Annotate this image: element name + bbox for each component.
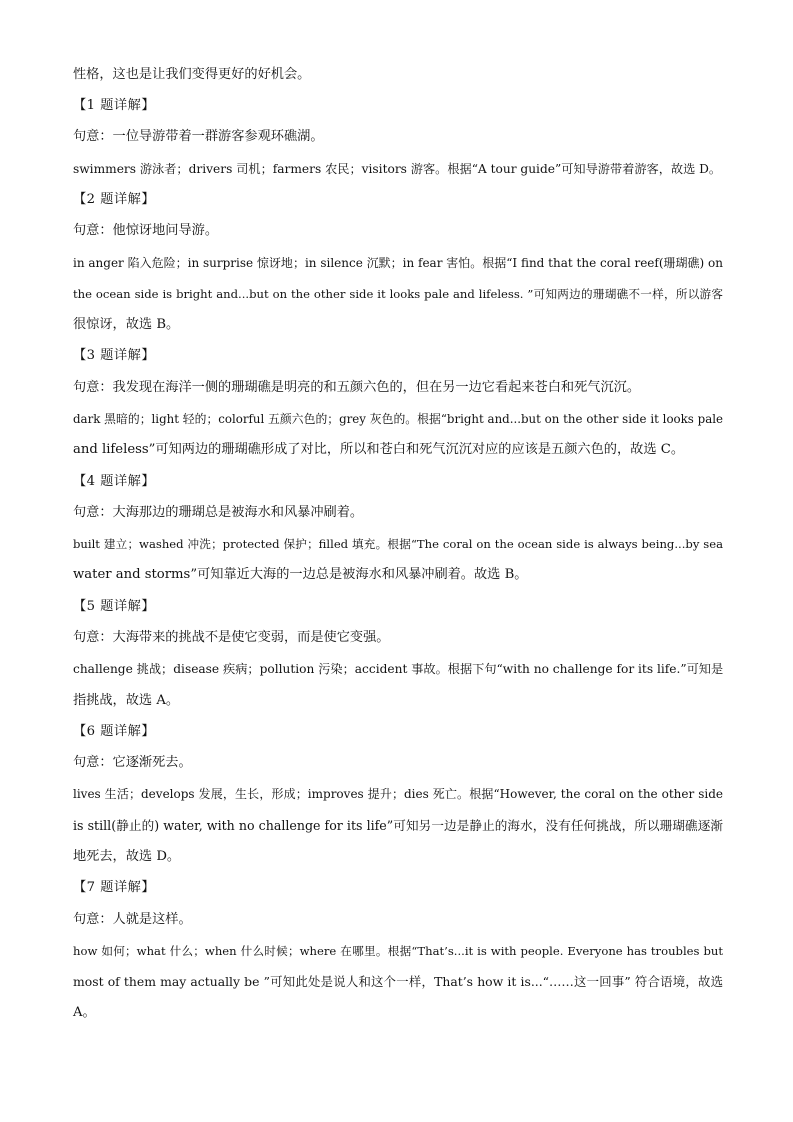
- text-line: 句意：人就是这样。: [73, 912, 192, 927]
- text-line: the ocean side is bright and...but on the other side it looks pale and lifeless. ”可知两边的珊瑚礁不一样，所以游客: [73, 287, 723, 301]
- text-line: challenge 挑战；disease 疾病；pollution 污染；accident 事故。根据下句“with no challenge for its life.”可知是: [73, 662, 724, 676]
- text-line: dark 黑暗的；light 轻的；colorful 五颜六色的；grey 灰色的。根据“bright and...but on the other side it looks pale: [73, 412, 723, 426]
- text-line: A。: [73, 1005, 96, 1020]
- text-line: 句意：他惊讶地问导游。: [73, 223, 219, 238]
- section-heading-q2: 【2 题详解】: [73, 192, 156, 207]
- text-line: 句意：大海带来的挑战不是使它变弱，而是使它变强。: [73, 630, 390, 645]
- text-line: 句意：它逐渐死去。: [73, 755, 192, 770]
- text-line: swimmers 游泳者；drivers 司机；farmers 农民；visitors 游客。根据“A tour guide”可知导游带着游客，故选 D。: [73, 162, 722, 176]
- text-line: 句意：一位导游带着一群游客参观环礁湖。: [73, 129, 324, 144]
- text-line: and lifeless”可知两边的珊瑚礁形成了对比，所以和苍白和死气沉沉对应的应该是五颜六色的，故选 C。: [73, 442, 684, 457]
- text-line: water and storms”可知靠近大海的一边总是被海水和风暴冲刷着。故选 B。: [73, 567, 528, 582]
- section-heading-q3: 【3 题详解】: [73, 348, 156, 363]
- text-line: 性格，这也是让我们变得更好的好机会。: [73, 67, 311, 82]
- text-line: is still(静止的) water, with no challenge for its life”可知另一边是静止的海水，没有任何挑战，所以珊瑚礁逐渐: [73, 818, 723, 833]
- text-line: built 建立；washed 冲洗；protected 保护；filled 填充。根据“The coral on the ocean side is always being...by sea: [73, 537, 723, 551]
- section-heading-q1: 【1 题详解】: [73, 98, 156, 113]
- text-line: 很惊讶，故选 B。: [73, 317, 180, 332]
- text-line: 指挑战，故选 A。: [73, 693, 180, 708]
- text-line: how 如何；what 什么；when 什么时候；where 在哪里。根据“That’s...it is with people. Everyone has troubles but: [73, 944, 723, 958]
- section-heading-q5: 【5 题详解】: [73, 599, 156, 614]
- section-heading-q6: 【6 题详解】: [73, 724, 156, 739]
- text-line: 句意：我发现在海洋一侧的珊瑚礁是明亮的和五颜六色的，但在另一边它看起来苍白和死气沉沉。: [73, 380, 641, 395]
- text-line: 句意：大海那边的珊瑚总是被海水和风暴冲刷着。: [73, 505, 364, 520]
- text-line: lives 生活；develops 发展，生长，形成；improves 提升；dies 死亡。根据“However, the coral on the other side: [73, 787, 723, 801]
- text-line: in anger 陷入危险；in surprise 惊讶地；in silence 沉默；in fear 害怕。根据“I find that the coral reef(珊瑚礁) on: [73, 256, 723, 270]
- text-line: 地死去，故选 D。: [73, 849, 181, 864]
- section-heading-q7: 【7 题详解】: [73, 880, 156, 895]
- text-line: most of them may actually be ”可知此处是说人和这个一样，That’s how it is...“……这一回事” 符合语境，故选: [73, 974, 723, 989]
- section-heading-q4: 【4 题详解】: [73, 474, 156, 489]
